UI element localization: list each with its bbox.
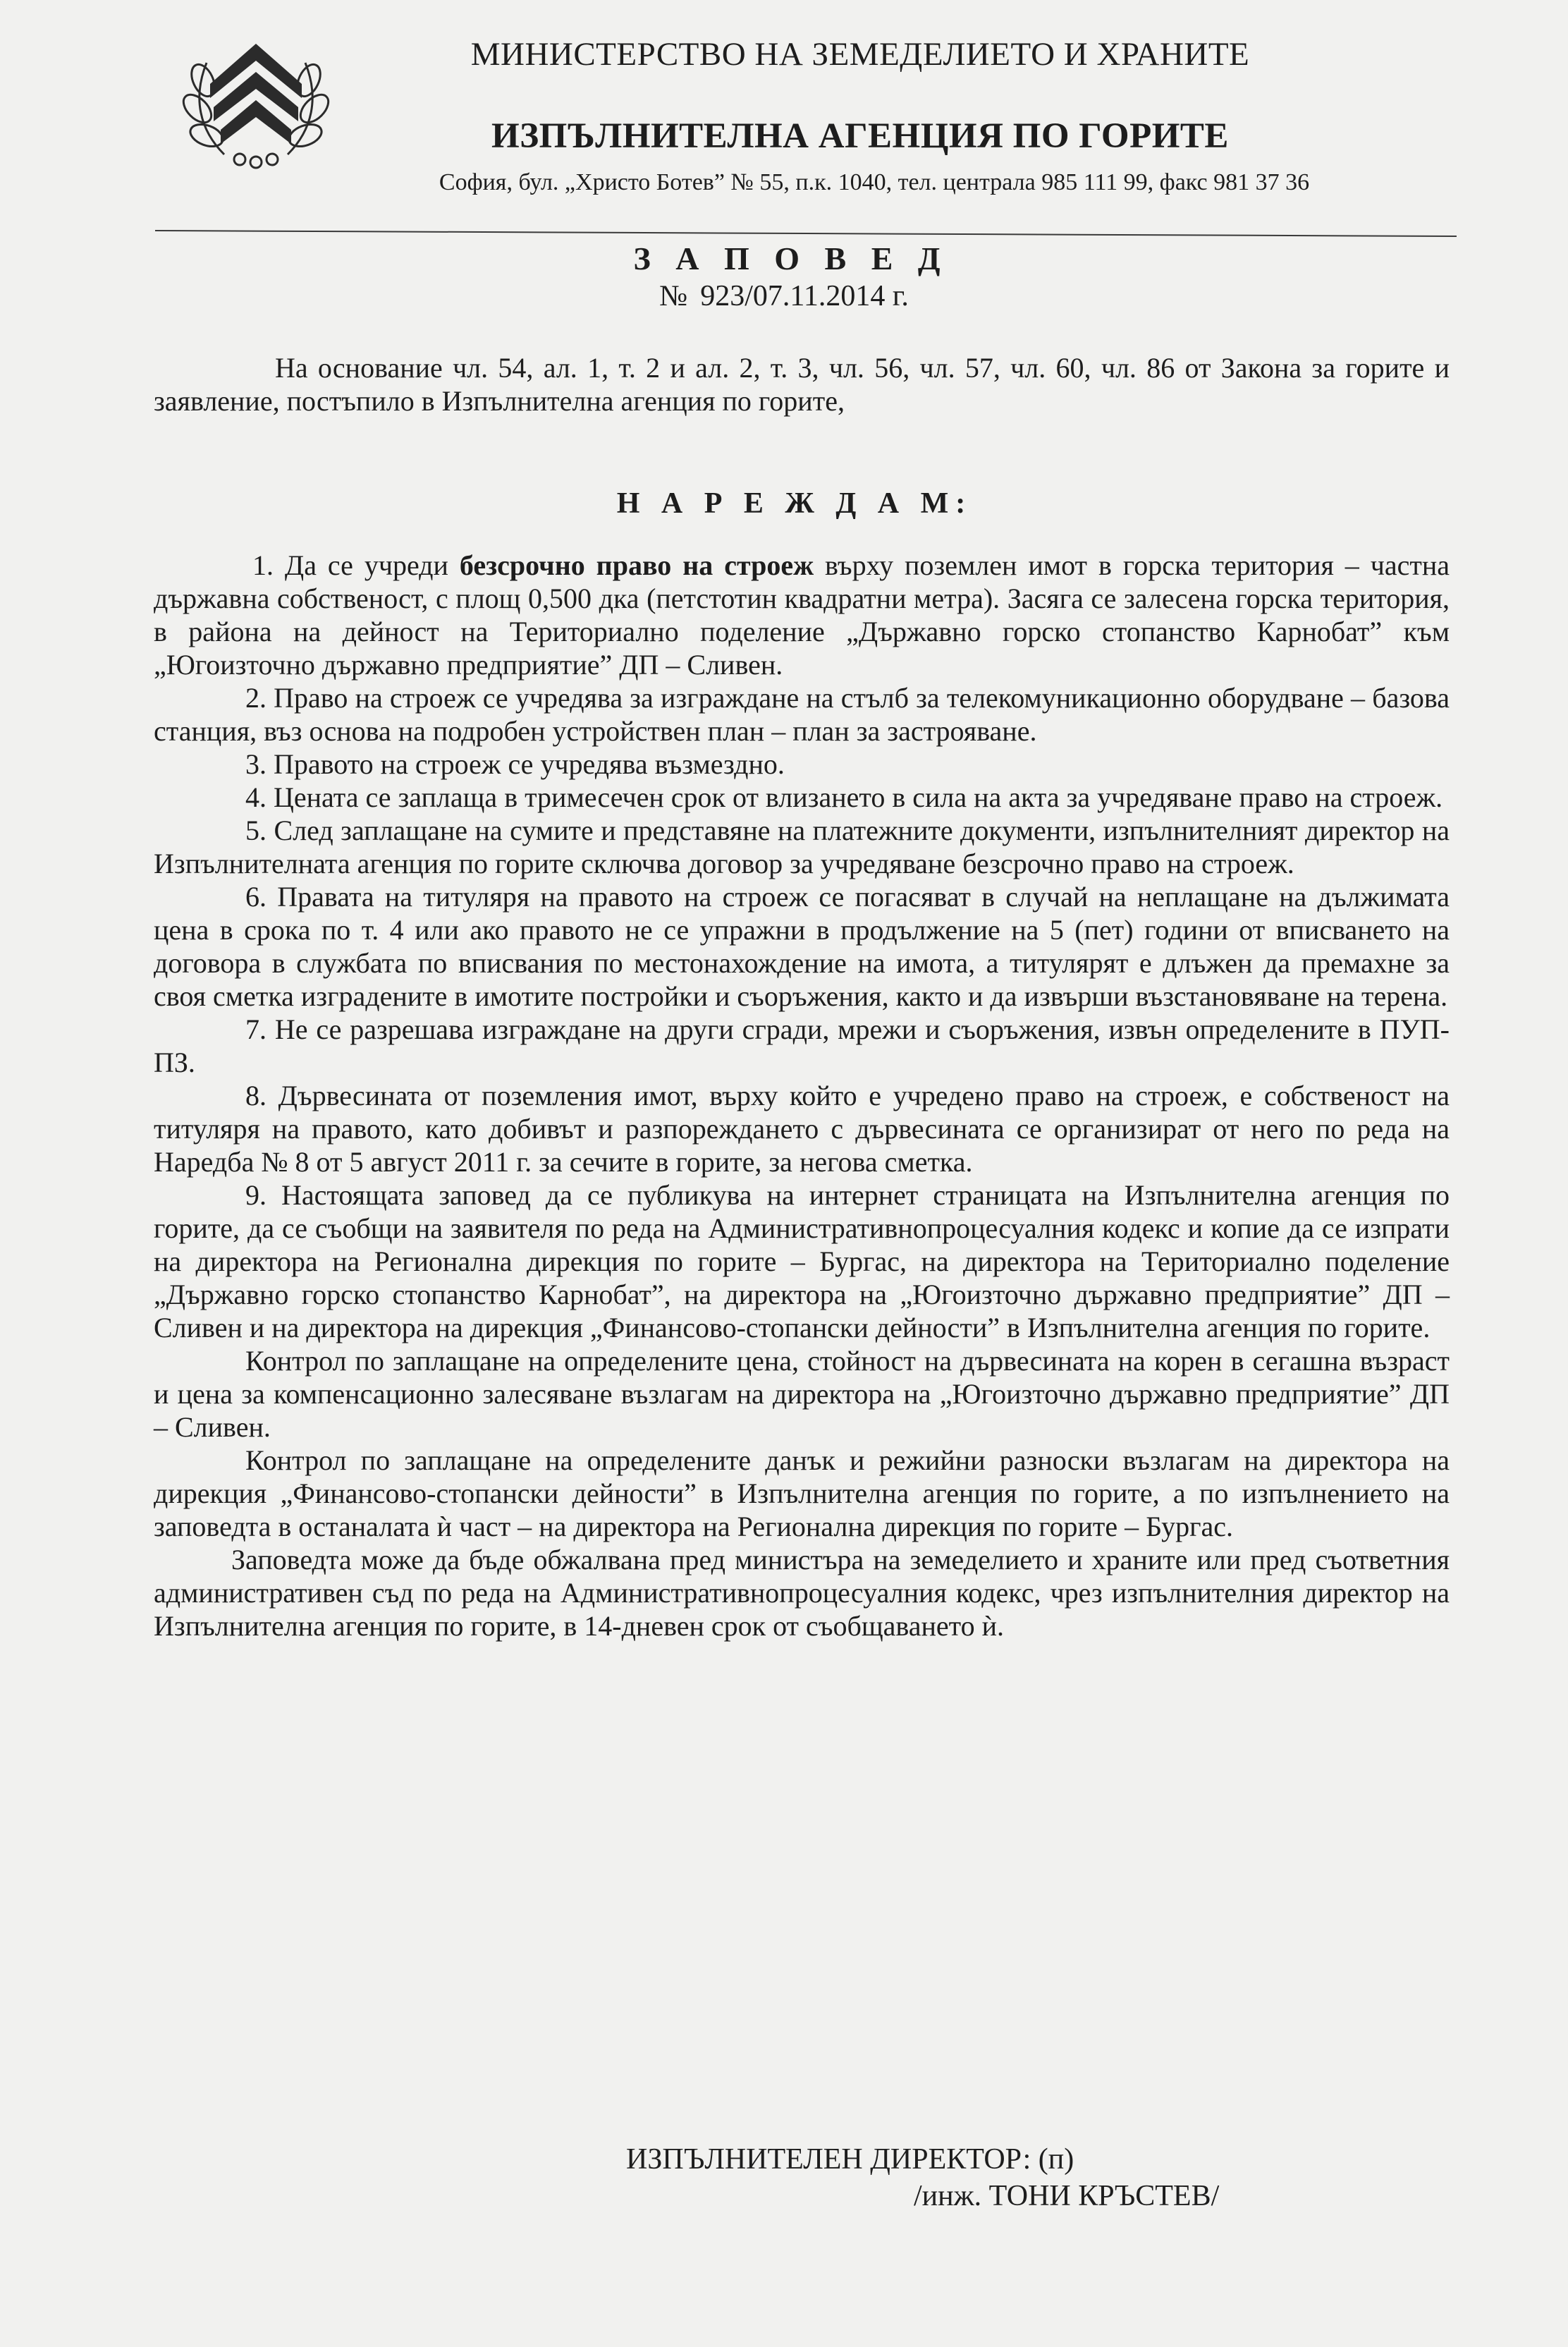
order-item-9: 9. Настоящата заповед да се публикува на интернет страницата на Изпълнителна агенция по горите, да се съобщи на заявителя по реда на Административнопроцесуалния кодекс и копие да се изпрати на директора на Регионална дирекция по горите – Бургас, на директора на Териториално поделение „Държавно горско стопанство Карнобат”, на директора на „Югоизточно държавно предприятие” ДП – Сливен и на директора на дирекция „Финансово-стопански дейности” в Изпълнителна агенция по горите. — [154, 1179, 1450, 1343]
appeal-paragraph: Заповедта може да бъде обжалвана пред министъра на земеделието и храните или пред съответния административен съд по реда на Административнопроцесуалния кодекс, чрез изпълнителния директор на Изпълнителна агенция по горите, в 14-дневен срок от съобщаването ѝ. — [154, 1544, 1450, 1642]
agency-emblem-icon — [182, 31, 330, 172]
order-item-6: 6. Правата на титуляря на правото на строеж се погасяват в случай на неплащане на дължимата цена в срока по т. 4 или ако правото не се упражни в продължение на 5 (пет) години от вписването на договора в службата по вписвания по местонахождение на имота, а титулярят е длъжен да премахне за своя сметка изградените в имотите постройки и съоръжения, както и да извърши възстановяване на терена. — [154, 881, 1450, 1012]
order-title: З А П О В Е Д — [633, 240, 949, 276]
order-item-4: 4. Цената се заплаща в тримесечен срок от влизането в сила на акта за учредяване право на строеж. — [245, 781, 1443, 813]
order-items — [154, 549, 1450, 1642]
control-paragraph-1: Контрол по заплащане на определените цена, стойност на дървесината на корен в сегашна възраст и цена за компенсационно залесяване възлагам на директора на „Югоизточно държавно предприятие” ДП – Сливен. — [154, 1345, 1450, 1443]
item-1-lead: 1. Да се учреди — [252, 549, 460, 581]
order-item-1 — [154, 549, 1450, 681]
order-item-8: 8. Дървесината от поземления имот, върху който е учредено право на строеж, е собственост на титуляря на правото, като добивът и разпореждането с дървесината се организират от него по реда на Наредба № 8 от 5 август 2011 г. за сечите в горите, за негова сметка. — [154, 1080, 1450, 1178]
header-divider — [155, 230, 1457, 237]
preamble-paragraph: На основание чл. 54, ал. 1, т. 2 и ал. 2, т. 3, чл. 56, чл. 57, чл. 60, чл. 86 от Закона за горите и заявление, постъпило в Изпълнителна агенция по горите, — [154, 352, 1450, 417]
order-number — [0, 279, 1568, 313]
order-item-5: 5. След заплащане на сумите и представяне на платежните документи, изпълнителният директор на Изпълнителната агенция по горите сключва договор за учредяване безсрочно право на строеж. — [154, 815, 1450, 879]
signer-title: ИЗПЪЛНИТЕЛЕН ДИРЕКТОР: (п) — [626, 2143, 1074, 2176]
order-item-3: 3. Правото на строеж се учредява възмездно. — [245, 748, 785, 780]
item-1-rest: върху поземлен имот в горска територия – частна държавна собственост, с площ 0,500 дка (петстотин квадратни метра). Засяга се залесена горска територия, в района на дейност на Териториално поделение „Държавно горско стопанство Карнобат” към „Югоизточно държавно предприятие” ДП – Сливен. — [154, 549, 1450, 681]
control-paragraph-2: Контрол по заплащане на определените данък и режийни разноски възлагам на директора на дирекция „Финансово-стопански дейности” в Изпълнителна агенция по горите, а по изпълнението на заповедта в останалата ѝ част – на директора на Регионална дирекция по горите – Бургас. — [154, 1444, 1450, 1542]
order-item-2: 2. Право на строеж се учредява за изграждане на стълб за телекомуникационно оборудване – базова станция, въз основа на подробен устройствен план – план за застрояване. — [154, 682, 1450, 747]
order-number-value: 923/07.11.2014 г. — [700, 280, 909, 312]
ministry-name: МИНИСТЕРСТВО НА ЗЕМЕДЕЛИЕТО И ХРАНИТЕ — [470, 36, 1250, 73]
signer-name: /инж. ТОНИ КРЪСТЕВ/ — [914, 2180, 1220, 2212]
agency-address: София, бул. „Христо Ботев” № 55, п.к. 1040, тел. централа 985 111 99, факс 981 37 36 — [439, 169, 1310, 195]
item-1-bold: безсрочно право на строеж — [459, 549, 814, 581]
command-heading: Н А Р Е Ж Д А М: — [616, 487, 973, 520]
order-item-7: 7. Не се разрешава изграждане на други сгради, мрежи и съоръжения, извън определените в ПУП-ПЗ. — [154, 1013, 1450, 1078]
agency-name: ИЗПЪЛНИТЕЛНА АГЕНЦИЯ ПО ГОРИТЕ — [491, 116, 1229, 156]
number-sign: № — [659, 280, 688, 312]
